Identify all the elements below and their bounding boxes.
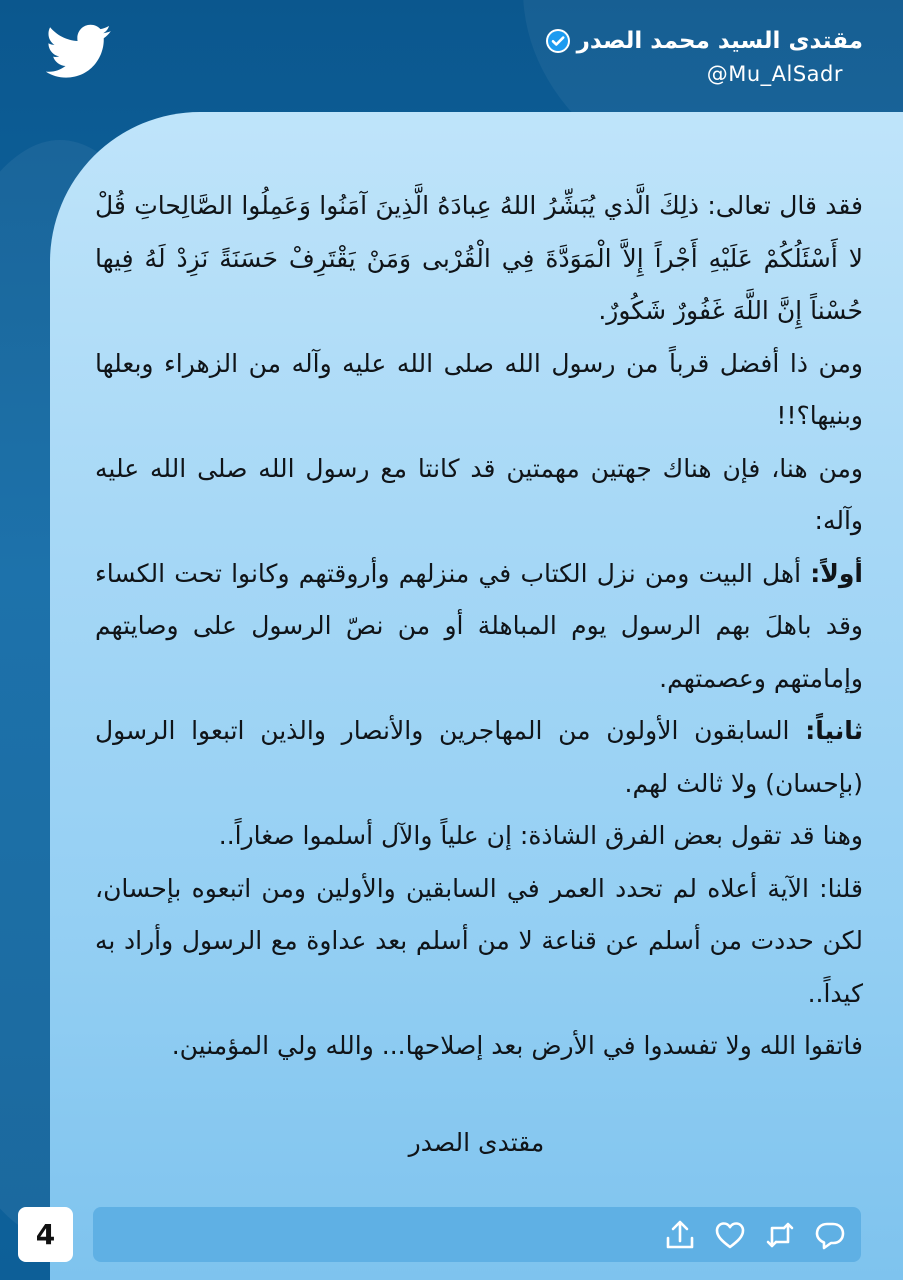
verified-icon xyxy=(545,28,571,54)
action-bar xyxy=(93,1207,861,1262)
second-point-label: ثانياً: xyxy=(805,716,863,745)
paragraph-8: فاتقوا الله ولا تفسدوا في الأرض بعد إصلاحها... والله ولي المؤمنين. xyxy=(171,1031,863,1060)
paragraph-6: وهنا قد تقول بعض الفرق الشاذة: إن علياً والآل أسلموا صغاراً.. xyxy=(218,821,863,850)
second-point-text: السابقون الأولون من المهاجرين والأنصار والذين اتبعوا الرسول (بإحسان) ولا ثالث لهم. xyxy=(95,716,863,798)
tweet-body xyxy=(95,180,863,1073)
first-point-label: أولاً: xyxy=(810,558,863,588)
signature: مقتدى الصدر xyxy=(408,1128,545,1157)
paragraph-7: قلنا: الآية أعلاه لم تحدد العمر في السابقين والأولين ومن اتبعوه بإحسان، لكن حددت من أسلم عن قناعة لا من أسلم بعد عداوة مع الرسول وأراد به كيداً.. xyxy=(95,873,863,1008)
name-row xyxy=(545,28,863,54)
like-icon[interactable] xyxy=(713,1218,747,1252)
action-icons xyxy=(663,1218,847,1252)
tweet-header xyxy=(545,28,863,86)
user-handle[interactable]: @Mu_AlSadr xyxy=(706,62,843,86)
reply-icon[interactable] xyxy=(813,1218,847,1252)
first-point-text: أهل البيت ومن نزل الكتاب في منزلهم وأروقتهم وكانوا تحت الكساء وقد باهلَ بهم الرسول يوم المباهلة أو من نصّ الرسول على وصايتهم وإمامتهم وعصمتهم. xyxy=(95,558,863,693)
quran-verse-paragraph: فقد قال تعالى: ذلِكَ الَّذي يُبَشِّرُ اللهُ عِبادَهُ الَّذِينَ آمَنُوا وَعَمِلُوا الصَّالِحاتِ قُلْ لا أَسْئَلُكُمْ عَلَيْهِ أَجْراً إِلاَّ الْمَوَدَّةَ فِي الْقُرْبى وَمَنْ يَقْتَرِفْ حَسَنَةً نَزِدْ لَهُ فِيها حُسْناً إِنَّ اللَّهَ غَفُورٌ شَكُورٌ. xyxy=(95,191,863,325)
paragraph-2: ومن ذا أفضل قرباً من رسول الله صلى الله عليه وآله من الزهراء وبعلها وبنيها؟!! xyxy=(95,348,863,430)
twitter-icon xyxy=(46,24,112,80)
retweet-icon[interactable] xyxy=(763,1218,797,1252)
paragraph-3: ومن هنا، فإن هناك جهتين مهمتين قد كانتا مع رسول الله صلى الله عليه وآله: xyxy=(95,453,863,535)
display-name[interactable]: مقتدى السيد محمد الصدر xyxy=(576,28,863,54)
paragraph-first-point xyxy=(95,548,863,706)
share-icon[interactable] xyxy=(663,1218,697,1252)
paragraph-second-point xyxy=(95,705,863,810)
page-number-badge: 4 xyxy=(18,1207,73,1262)
